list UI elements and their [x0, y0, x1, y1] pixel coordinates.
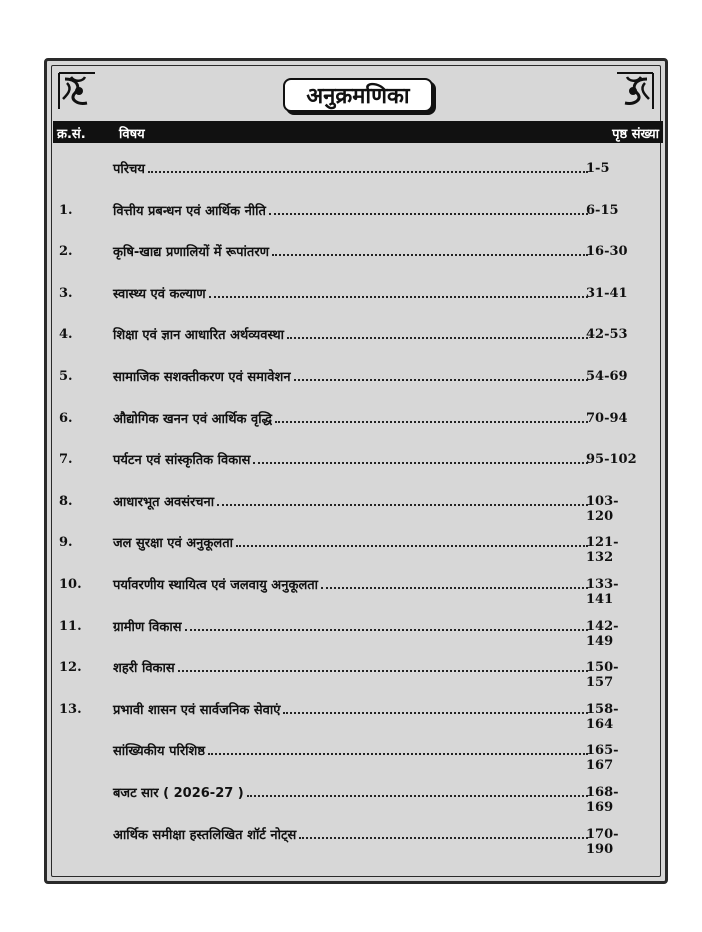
table-row[interactable]: [47, 240, 665, 264]
toc-pages: 165-167: [586, 743, 619, 774]
toc-subject: स्वास्थ्य एवं कल्याण: [113, 286, 206, 302]
header-page: पृष्ठ संख्या: [612, 127, 659, 142]
toc-number: 2.: [59, 244, 73, 260]
toc-leader: [113, 617, 588, 635]
toc-pages: 16-30: [586, 244, 628, 260]
dot-leader: [236, 545, 588, 547]
toc-number: 5.: [59, 369, 73, 384]
toc-pages: 1-5: [586, 161, 610, 176]
table-row[interactable]: [47, 407, 665, 431]
toc-subject: शहरी विकास: [113, 661, 175, 677]
toc-number: 10.: [59, 577, 82, 592]
table-header: [53, 121, 663, 143]
toc-pages: 95-102: [586, 452, 637, 468]
toc-subject: पर्यावरणीय स्थायित्व एवं जलवायु अनुकूलता: [113, 578, 319, 593]
toc-subject: औद्योगिक खनन एवं आर्थिक वृद्धि: [113, 411, 273, 427]
dot-leader: [275, 421, 588, 423]
table-row[interactable]: [47, 323, 665, 347]
page-title: [283, 78, 433, 112]
toc-number: 11.: [59, 618, 82, 634]
toc-subject: वित्तीय प्रबन्धन एवं आर्थिक नीति: [113, 203, 266, 219]
dot-leader: [269, 213, 588, 215]
toc-leader: [113, 201, 588, 219]
toc-pages: 121-132: [586, 535, 619, 566]
table-row[interactable]: [47, 739, 665, 774]
table-row[interactable]: [47, 781, 665, 815]
toc-number: 1.: [59, 202, 73, 218]
toc-number: 13.: [59, 701, 82, 717]
toc-pages: 133-141: [586, 577, 619, 607]
header-serial: क्र.सं.: [57, 127, 86, 142]
toc-pages: 31-41: [586, 285, 628, 301]
toc-pages: 42-53: [586, 327, 628, 343]
dot-leader: [217, 504, 588, 506]
dot-leader: [294, 379, 588, 381]
toc-subject: कृषि-खाद्य प्रणालियों में रूपांतरण: [113, 245, 270, 261]
table-row[interactable]: [47, 199, 665, 223]
table-row[interactable]: [47, 365, 665, 389]
toc-leader: [113, 325, 588, 343]
toc-subject: ग्रामीण विकास: [113, 619, 182, 635]
page-title-text: अनुक्रमणिका: [306, 84, 410, 109]
toc-pages: 103-120: [586, 493, 619, 524]
toc-number: 9.: [59, 535, 73, 551]
toc-pages: 158-164: [586, 701, 619, 732]
dot-leader: [178, 670, 588, 672]
table-row[interactable]: [47, 490, 665, 524]
toc-subject: सांख्यिकीय परिशिष्ठ: [113, 744, 206, 760]
table-row[interactable]: [47, 698, 665, 732]
toc-leader: [113, 783, 588, 801]
toc-leader: [113, 409, 588, 427]
dot-leader: [321, 587, 588, 589]
toc-pages: 54-69: [586, 369, 628, 384]
toc-subject: सामाजिक सशक्तीकरण एवं समावेशन: [113, 370, 291, 385]
toc-leader: [113, 159, 588, 177]
toc-leader: [113, 658, 588, 676]
toc-pages: 168-169: [586, 785, 619, 815]
table-row[interactable]: [47, 157, 665, 181]
corner-ornament-right-icon: [613, 69, 657, 113]
toc-subject: आधारभूत अवसंरचना: [113, 494, 215, 510]
toc-subject: प्रभावी शासन एवं सार्वजनिक सेवाएं: [113, 702, 281, 718]
corner-ornament-left-icon: [55, 69, 99, 113]
toc-pages: 150-157: [586, 660, 619, 691]
dot-leader: [283, 712, 588, 714]
dot-leader: [185, 629, 589, 631]
toc-leader: [113, 825, 588, 843]
toc-leader: [113, 492, 588, 510]
toc-number: 4.: [59, 327, 73, 343]
toc-pages: 6-15: [586, 202, 619, 218]
toc-leader: [113, 242, 588, 260]
dot-leader: [272, 254, 588, 256]
table-row[interactable]: [47, 573, 665, 607]
toc-leader: [113, 575, 588, 593]
toc-subject: पर्यटन एवं सांस्कृतिक विकास: [113, 453, 251, 469]
toc-pages: 70-94: [586, 410, 628, 426]
toc-leader: [113, 367, 588, 385]
header-subject: विषय: [119, 127, 145, 142]
toc-number: 3.: [59, 285, 73, 301]
toc-subject: शिक्षा एवं ज्ञान आधारित अर्थव्यवस्था: [113, 328, 284, 344]
toc-number: 6.: [59, 410, 73, 426]
toc-pages: 170-190: [586, 826, 619, 857]
dot-leader: [209, 296, 588, 298]
dot-leader: [299, 837, 588, 839]
table-row[interactable]: [47, 531, 665, 566]
toc-subject: परिचय: [113, 162, 145, 177]
table-row[interactable]: [47, 448, 665, 472]
toc-leader: [113, 741, 588, 759]
toc-subject: बजट सार ( 2026-27 ): [113, 786, 244, 801]
table-row[interactable]: [47, 282, 665, 306]
page-frame: [44, 58, 668, 884]
toc-subject: जल सुरक्षा एवं अनुकूलता: [113, 536, 233, 552]
toc-leader: [113, 284, 588, 302]
dot-leader: [208, 753, 588, 755]
toc-pages: 142-149: [586, 618, 619, 649]
dot-leader: [148, 171, 588, 173]
table-row[interactable]: [47, 656, 665, 691]
toc-number: 12.: [59, 660, 82, 676]
table-row[interactable]: [47, 823, 665, 857]
dot-leader: [247, 795, 588, 797]
toc-number: 8.: [59, 493, 73, 509]
toc-leader: [113, 700, 588, 718]
table-row[interactable]: [47, 615, 665, 649]
dot-leader: [253, 462, 588, 464]
toc-leader: [113, 533, 588, 551]
dot-leader: [287, 337, 588, 339]
toc-subject: आर्थिक समीक्षा हस्तलिखित शॉर्ट नोट्स: [113, 827, 297, 843]
toc-leader: [113, 450, 588, 468]
toc-number: 7.: [59, 452, 73, 468]
